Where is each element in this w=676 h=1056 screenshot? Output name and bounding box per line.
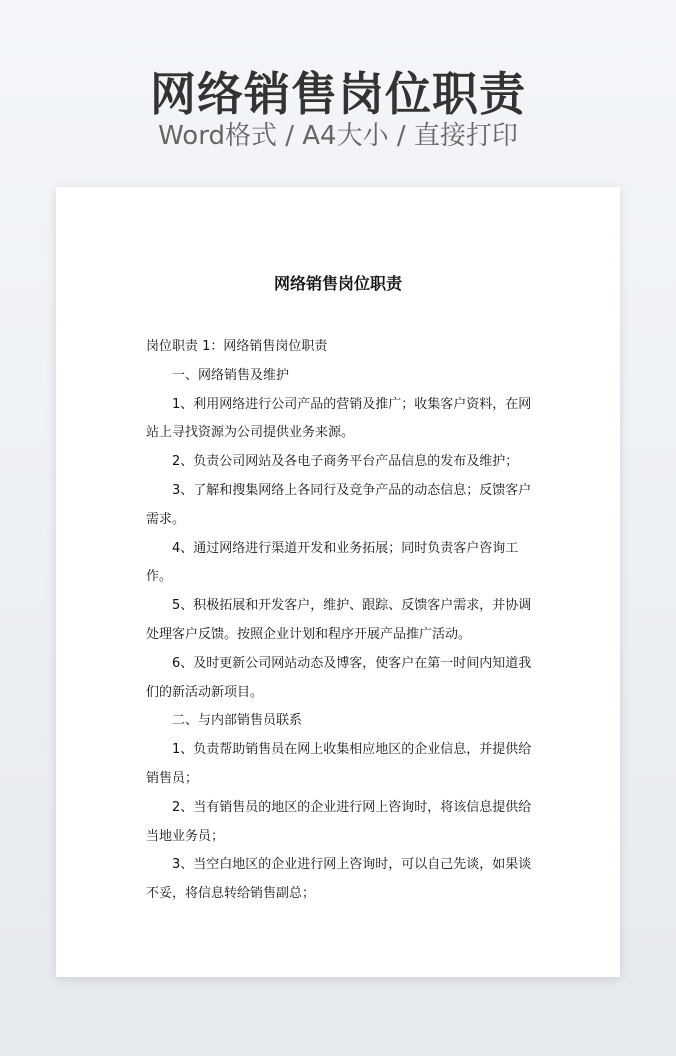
page-title: 网络销售岗位职责 (150, 67, 526, 121)
document-paragraph: 1、负责帮助销售员在网上收集相应地区的企业信息，并提供给销售员； (146, 742, 532, 786)
document-paragraph: 4、通过网络进行渠道开发和业务拓展；同时负责客户咨询工作。 (146, 540, 519, 585)
document-paragraph: 6、及时更新公司网站动态及博客，使客户在第一时间内知道我们的新活动新项目。 (146, 655, 532, 700)
document-paragraph: 3、当空白地区的企业进行网上咨询时，可以自己先谈，如果谈不妥，将信息转给销售副总； (146, 857, 532, 902)
document-paragraph: 二、与内部销售员联系 (172, 713, 303, 729)
document-page (56, 187, 620, 977)
document-paragraph: 3、了解和搜集网络上各同行及竞争产品的动态信息；反馈客户需求。 (146, 482, 532, 527)
document-paragraph: 2、负责公司网站及各电子商务平台产品信息的发布及维护； (172, 454, 519, 470)
document-paragraph: 2、当有销售员的地区的企业进行网上咨询时，将该信息提供给当地业务员； (146, 799, 532, 844)
page-subtitle: Word格式 / A4大小 / 直接打印 (158, 121, 518, 151)
document-title: 网络销售岗位职责 (273, 274, 402, 293)
document-body (146, 333, 532, 909)
document-paragraph: 一、网络销售及维护 (172, 367, 290, 383)
document-paragraph: 5、积极拓展和开发客户，维护、跟踪、反馈客户需求，并协调处理客户反馈。按照企业计划和程序开展产品推广活动。 (146, 598, 532, 642)
document-paragraph: 岗位职责 1：网络销售岗位职责 (146, 339, 328, 354)
document-paragraph: 1、利用网络进行公司产品的营销及推广；收集客户资料，在网站上寻找资源为公司提供业务来源。 (146, 396, 532, 441)
